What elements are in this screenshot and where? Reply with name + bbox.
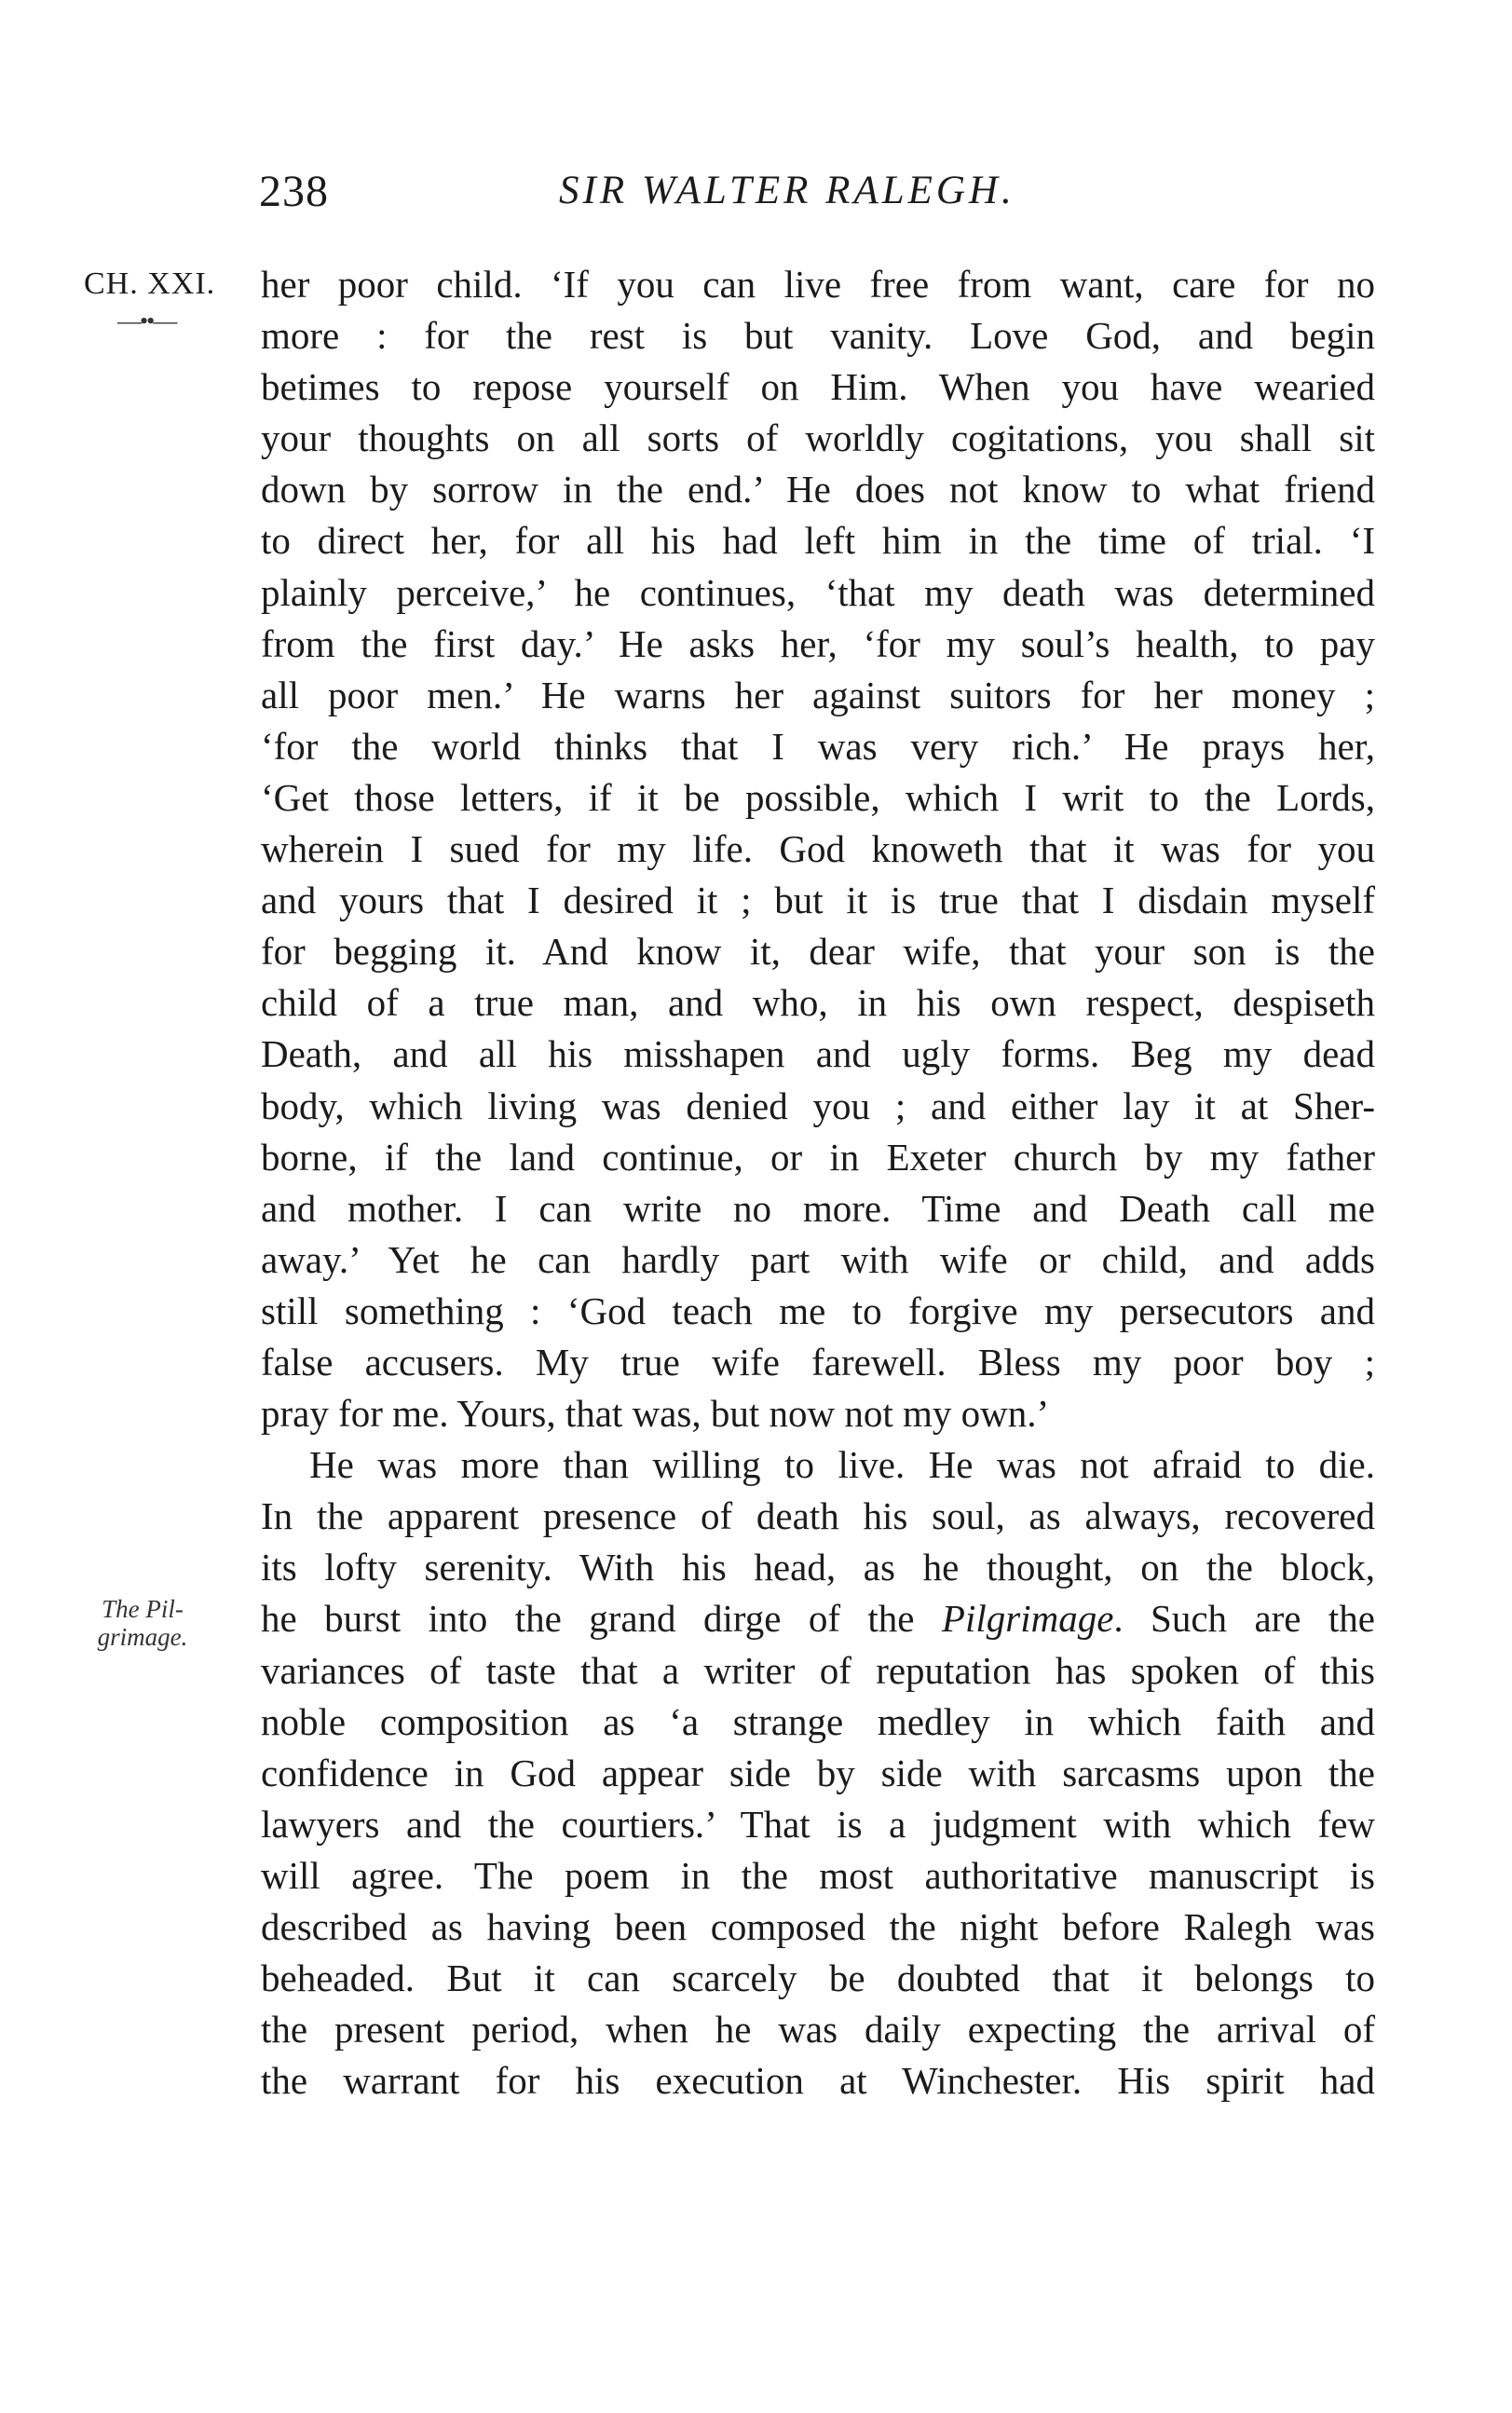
text-line: still something : ‘God teach me to forgive my persecutors and	[261, 1288, 1375, 1332]
page-header	[259, 166, 1377, 222]
text-line: all poor men.’ He warns her against suitors for her money ;	[261, 673, 1375, 716]
ornament-divider: —••—	[117, 307, 176, 334]
text-line: ‘Get those letters, if it be possible, which I writ to the Lords,	[261, 775, 1375, 819]
text-line: the present period, when he was daily expecting the arrival of	[261, 2008, 1375, 2052]
body-text	[261, 259, 1375, 2106]
text-line: from the first day.’ He asks her, ‘for my soul’s health, to pay	[261, 621, 1375, 665]
text-line: Death, and all his misshapen and ugly forms. Beg my dead	[261, 1032, 1375, 1076]
paragraph-1	[261, 259, 1375, 1439]
text-line: pray for me. Yours, that was, but now not my own.’	[261, 1392, 1050, 1436]
text-line: ‘for the world thinks that I was very rich.’ He prays her,	[261, 724, 1375, 768]
text-line: for begging it. And know it, dear wife, that your son is the	[261, 930, 1375, 974]
text-line: variances of taste that a writer of reputation has spoken of this	[261, 1648, 1375, 1692]
text-line: away.’ Yet he can hardly part with wife or child, and adds	[261, 1237, 1375, 1281]
text-line: down by sorrow in the end.’ He does not know to what friend	[261, 468, 1375, 511]
text-line: noble composition as ‘a strange medley in which faith and	[261, 1699, 1375, 1743]
text-line: borne, if the land continue, or in Exeter church by my father	[261, 1135, 1375, 1179]
text-line: described as having been composed the night before Ralegh was	[261, 1905, 1375, 1948]
text-line: beheaded. But it can scarcely be doubted that it belongs to	[261, 1956, 1375, 2000]
margin-note	[73, 1595, 212, 1651]
text-line: the warrant for his execution at Winchester. His spirit had	[261, 2059, 1375, 2103]
text-segment: . Such are the	[1113, 1597, 1375, 1641]
text-line: will agree. The poem in the most authoritative manuscript is	[261, 1853, 1375, 1897]
chapter-marker: CH. XXI.	[84, 266, 216, 301]
text-line: false accusers. My true wife farewell. Bless my poor boy ;	[261, 1340, 1375, 1384]
page-number: 238	[259, 167, 329, 216]
text-line: plainly perceive,’ he continues, ‘that my death was determined	[261, 570, 1375, 614]
margin-note-line: grimage.	[97, 1623, 188, 1651]
text-line-with-title	[261, 1593, 1375, 1644]
text-line: confidence in God appear side by side with sarcasms upon the	[261, 1751, 1375, 1794]
text-line: wherein I sued for my life. God knoweth that it was for you	[261, 827, 1375, 871]
text-line: your thoughts on all sorts of worldly cogitations, you shall sit	[261, 416, 1375, 460]
poem-title: Pilgrimage	[941, 1597, 1114, 1641]
margin-note-line: The Pil-	[102, 1595, 184, 1623]
text-line: to direct her, for all his had left him in the time of trial. ‘I	[261, 519, 1375, 563]
text-line: her poor child. ‘If you can live free from want, care for no	[261, 263, 1375, 306]
text-segment: he burst into the grand dirge of the	[261, 1597, 942, 1641]
text-line: betimes to repose yourself on Him. When you have wearied	[261, 365, 1375, 409]
text-line: lawyers and the courtiers.’ That is a judgment with which few	[261, 1802, 1375, 1846]
text-line: child of a true man, and who, in his own respect, despiseth	[261, 981, 1375, 1025]
text-line: In the apparent presence of death his soul, as always, recovered	[261, 1494, 1375, 1538]
text-line: its lofty serenity. With his head, as he thought, on the block,	[261, 1546, 1375, 1589]
running-title: SIR WALTER RALEGH.	[559, 169, 1015, 212]
text-line: body, which living was denied you ; and either lay it at Sher-	[261, 1084, 1375, 1127]
text-line: and yours that I desired it ; but it is true that I disdain myself	[261, 879, 1375, 922]
paragraph-2	[261, 1439, 1375, 2106]
text-line: more : for the rest is but vanity. Love God, and begin	[261, 314, 1375, 358]
text-line: He was more than willing to live. He was not afraid to die.	[309, 1443, 1375, 1487]
text-line: and mother. I can write no more. Time and Death call me	[261, 1186, 1375, 1230]
